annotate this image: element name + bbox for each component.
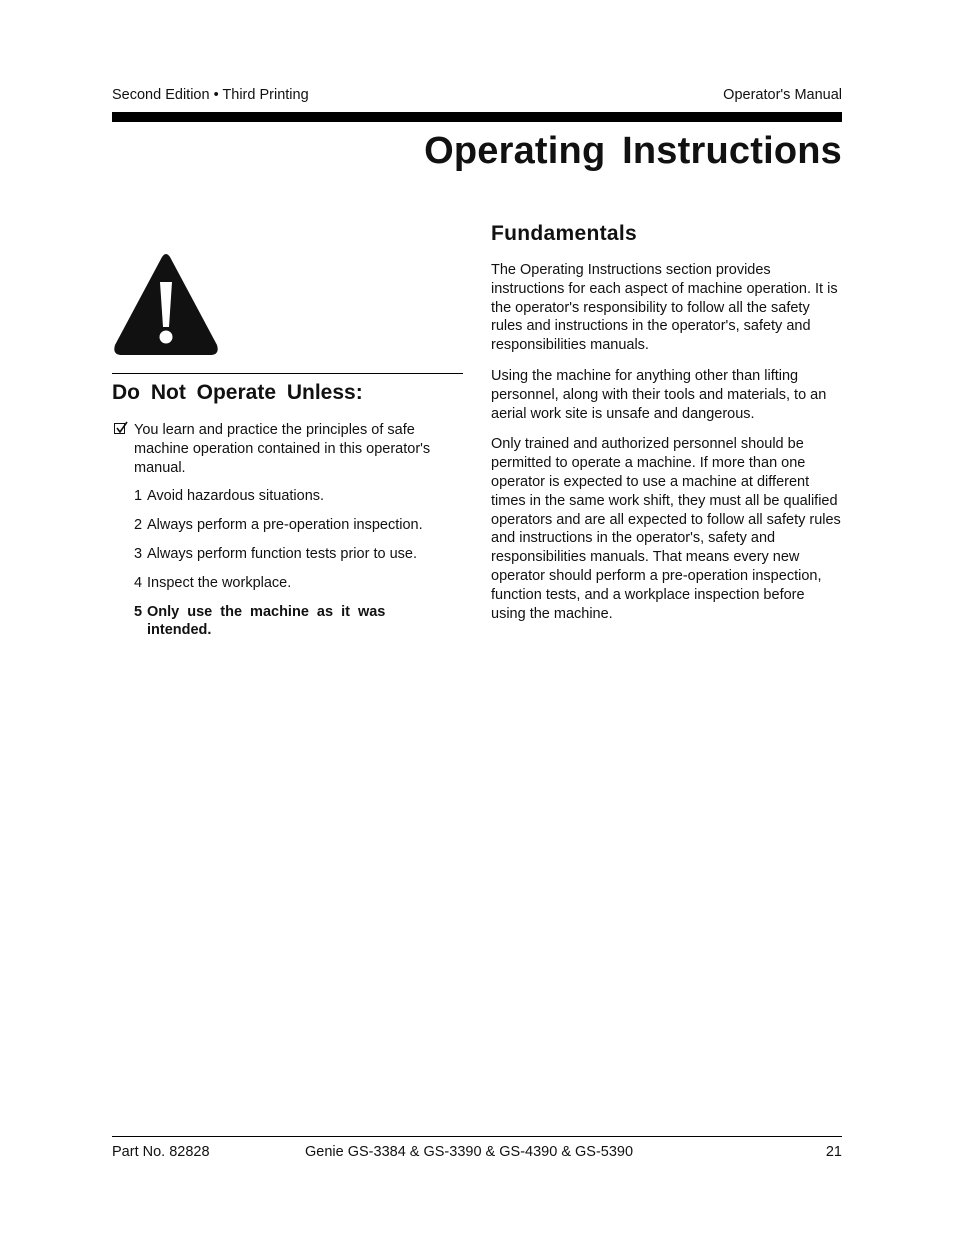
check-item-text: You learn and practice the principles of safe machine operation contained in this operator's manual.	[134, 422, 431, 476]
fundamentals-heading: Fundamentals	[491, 222, 637, 245]
list-number: 1	[134, 488, 143, 505]
warning-triangle-icon	[112, 252, 220, 356]
list-item-text: Avoid hazardous situations.	[147, 488, 325, 505]
checked-box-icon	[114, 423, 125, 434]
list-number: 5	[134, 603, 143, 620]
do-not-operate-list	[112, 421, 452, 650]
list-item-text: Always perform function tests prior to use.	[147, 545, 417, 562]
list-number: 2	[134, 517, 143, 534]
list-item-text: Inspect the workplace.	[147, 574, 292, 591]
list-number: 4	[134, 574, 143, 591]
list-item-text: Only use the machine as it was intended.	[147, 603, 386, 639]
header-manual-name: Operator's Manual	[723, 87, 842, 103]
page-title: Operating Instructions	[424, 130, 842, 172]
footer-rule	[112, 1136, 842, 1137]
list-item-text: Always perform a pre-operation inspection.	[147, 517, 423, 534]
footer-models: Genie GS-3384 & GS-3390 & GS-4390 & GS-5390	[305, 1144, 634, 1160]
list-item	[134, 516, 452, 535]
do-not-operate-heading: Do Not Operate Unless:	[112, 381, 363, 404]
paragraph: The Operating Instructions section provides instructions for each aspect of machine operation. It is the operator's responsibility to follow all the safety rules and instructions in the operator's, safety and responsibilities manuals.	[491, 262, 838, 354]
header-rule	[112, 112, 842, 122]
list-item	[134, 603, 452, 641]
paragraph: Using the machine for anything other than lifting personnel, along with their tools and materials, to an aerial work site is unsafe and dangerous.	[491, 367, 827, 422]
header-edition: Second Edition • Third Printing	[112, 87, 309, 103]
paragraph: Only trained and authorized personnel should be permitted to operate a machine. If more than one operator is expected to use a machine at different times in the same work shift, they must all be qualified operators and are all expected to follow all safety rules and instructions in the operator's, safety and responsibilities manuals. That means every new operator should perform a pre-operation inspection, function tests, and a workplace inspection before using the machine.	[491, 436, 841, 622]
list-item	[134, 487, 452, 506]
footer-part-number: Part No. 82828	[112, 1144, 210, 1160]
list-item	[134, 574, 452, 593]
list-number: 3	[134, 545, 143, 562]
section-rule	[112, 373, 463, 374]
numbered-list	[112, 487, 452, 640]
list-item	[134, 545, 452, 564]
check-item	[112, 421, 452, 477]
footer-page-number: 21	[825, 1144, 842, 1160]
fundamentals-body	[491, 261, 841, 635]
